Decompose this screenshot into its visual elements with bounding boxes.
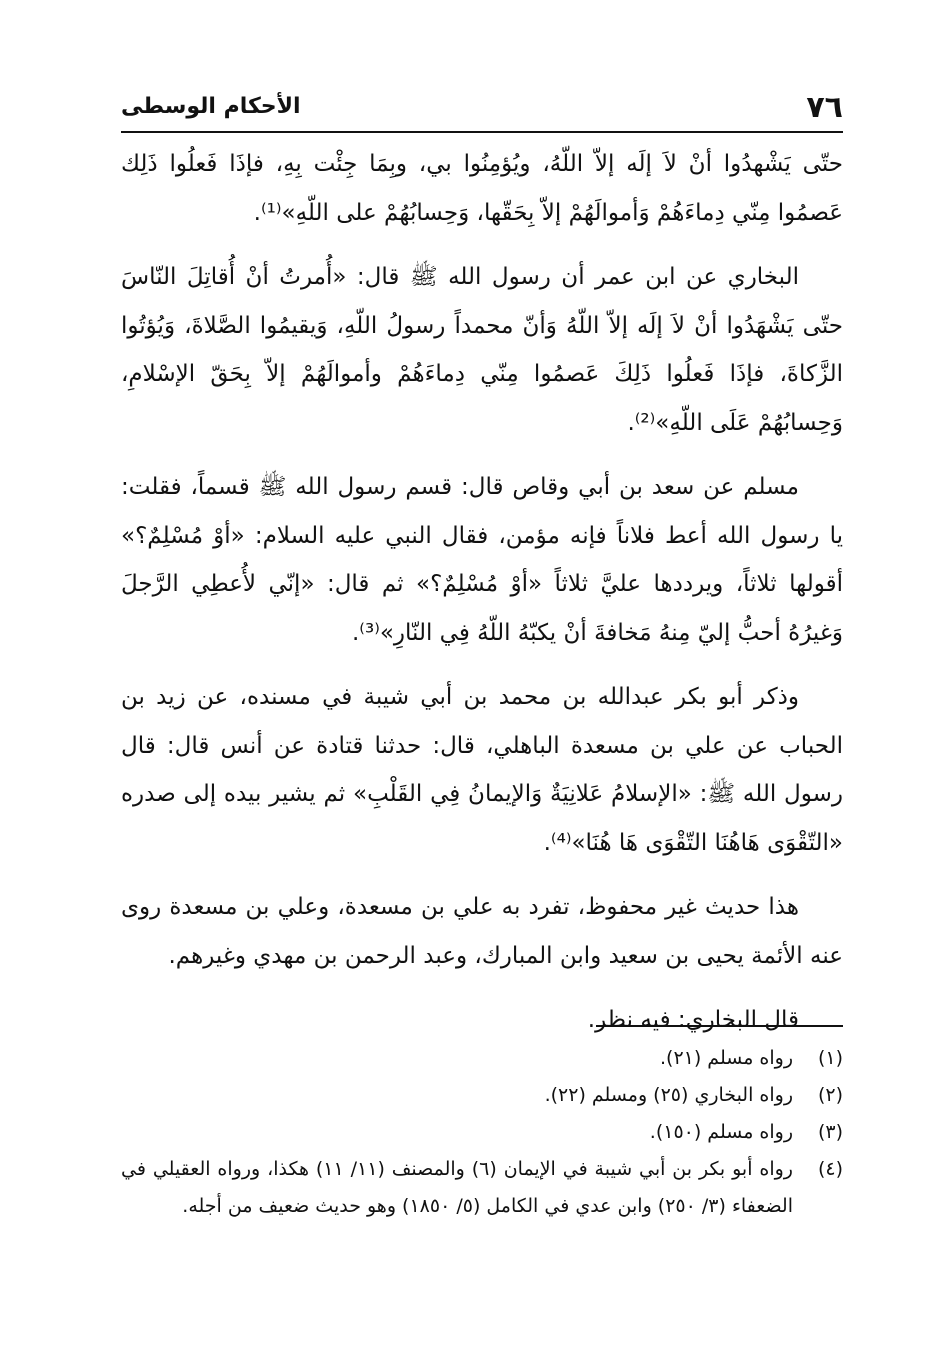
header-rule: [121, 131, 843, 133]
footnotes: [121, 1040, 843, 1225]
page-header: [121, 88, 843, 130]
paragraph-commentary: هذا حديث غير محفوظ، تفرد به علي بن مسعدة، وعلي بن مسعدة روى عنه الأئمة يحيى بن سعيد وابن المبارك، وعبد الرحمن بن مهدي وغيرهم.: [121, 894, 843, 969]
paragraph-ibn-abi-shaybah: وذكر أبو بكر عبدالله بن محمد بن أبي شيبة في مسنده، عن زيد بن الحباب عن علي بن مسعدة الباهلي، قال: حدثنا قتادة عن أنس قال: قال رسول الله ﷺ: «الإسلامُ عَلانِيَةٌ وَالإيمانُ فِي القَلْبِ» ثم يشير بيده إلى صدره «التّقْوَى هَاهُنَا التّقْوَى هَا هُنَا»⁽⁴⁾.: [121, 684, 843, 856]
footnote-number: (٤): [817, 1158, 843, 1180]
footnote-text: رواه أبو بكر بن أبي شيبة في الإيمان (٦) والمصنف (١١/ ١١) هكذا، ورواه العقيلي في الضعفاء (٣/ ٢٥٠) وابن عدي في الكامل (٥/ ١٨٥٠) وهو حديث ضعيف من أجله.: [121, 1158, 793, 1217]
footnote-item: [121, 1151, 843, 1225]
running-title: الأحكام الوسطى: [121, 94, 301, 119]
footnote-item: [121, 1077, 843, 1114]
paragraph-bukhari-remark: قال البخاري: فيه نظر.: [587, 1007, 799, 1033]
footnote-item: [121, 1114, 843, 1151]
page-number: ٧٦: [806, 90, 843, 125]
footnote-text: رواه مسلم (٢١).: [659, 1047, 793, 1069]
main-text: [121, 140, 843, 1045]
footnote-item: [121, 1040, 843, 1077]
paragraph-bukhari-hadith: البخاري عن ابن عمر أن رسول الله ﷺ قال: «أُمرتُ أنْ أُقاتِلَ النّاسَ حتّى يَشْهَدُوا أنْ لاَ إلَه إلاّ اللّهُ وَأنّ محمداً رسولُ اللّهِ، وَيقيمُوا الصَّلاةَ، وَيُؤتُوا الزَّكاةَ، فإذَا فَعلُوا ذَلِكَ عَصمُوا مِنّي دِماءَهُمْ وأموالَهُمْ إلاّ بِحَقّ الإسْلامِ، وَحِسابُهُمْ عَلَى اللّهِ»⁽²⁾.: [121, 264, 843, 436]
footnote-separator: [596, 1025, 843, 1027]
paragraph-muslim-hadith: مسلم عن سعد بن أبي وقاص قال: قسم رسول الله ﷺ قسماً، فقلت: يا رسول الله أعط فلاناً فإنه مؤمن، فقال النبي عليه السلام: «أوْ مُسْلِمٌ؟» أقولها ثلاثاً، ويرددها عليَّ ثلاثاً «أوْ مُسْلِمٌ؟» ثم قال: «إنّي لأُعطِي الرَّجلَ وَغيرُهُ أحبُّ إليّ مِنهُ مَخافةَ أنْ يكبّهُ اللّهُ فِي النّارِ»⁽³⁾.: [121, 474, 843, 646]
footnote-number: (١): [817, 1047, 843, 1069]
footnote-text: رواه البخاري (٢٥) ومسلم (٢٢).: [544, 1084, 793, 1106]
footnote-number: (٣): [817, 1121, 843, 1143]
footnote-number: (٢): [817, 1084, 843, 1106]
footnote-text: رواه مسلم (١٥٠).: [649, 1121, 793, 1143]
paragraph-continuation: حتّى يَشْهدُوا أنْ لاَ إلَه إلاّ اللّهُ، ويُؤمِنُوا بي، وبِمَا جِئْت بِهِ، فإذَا فَعلُوا ذَلِك عَصمُوا مِنّي دِماءَهُمْ وَأموالَهُمْ إلاّ بِحَقّها، وَحِسابُهُمْ على اللّهِ»⁽¹⁾.: [121, 151, 843, 226]
